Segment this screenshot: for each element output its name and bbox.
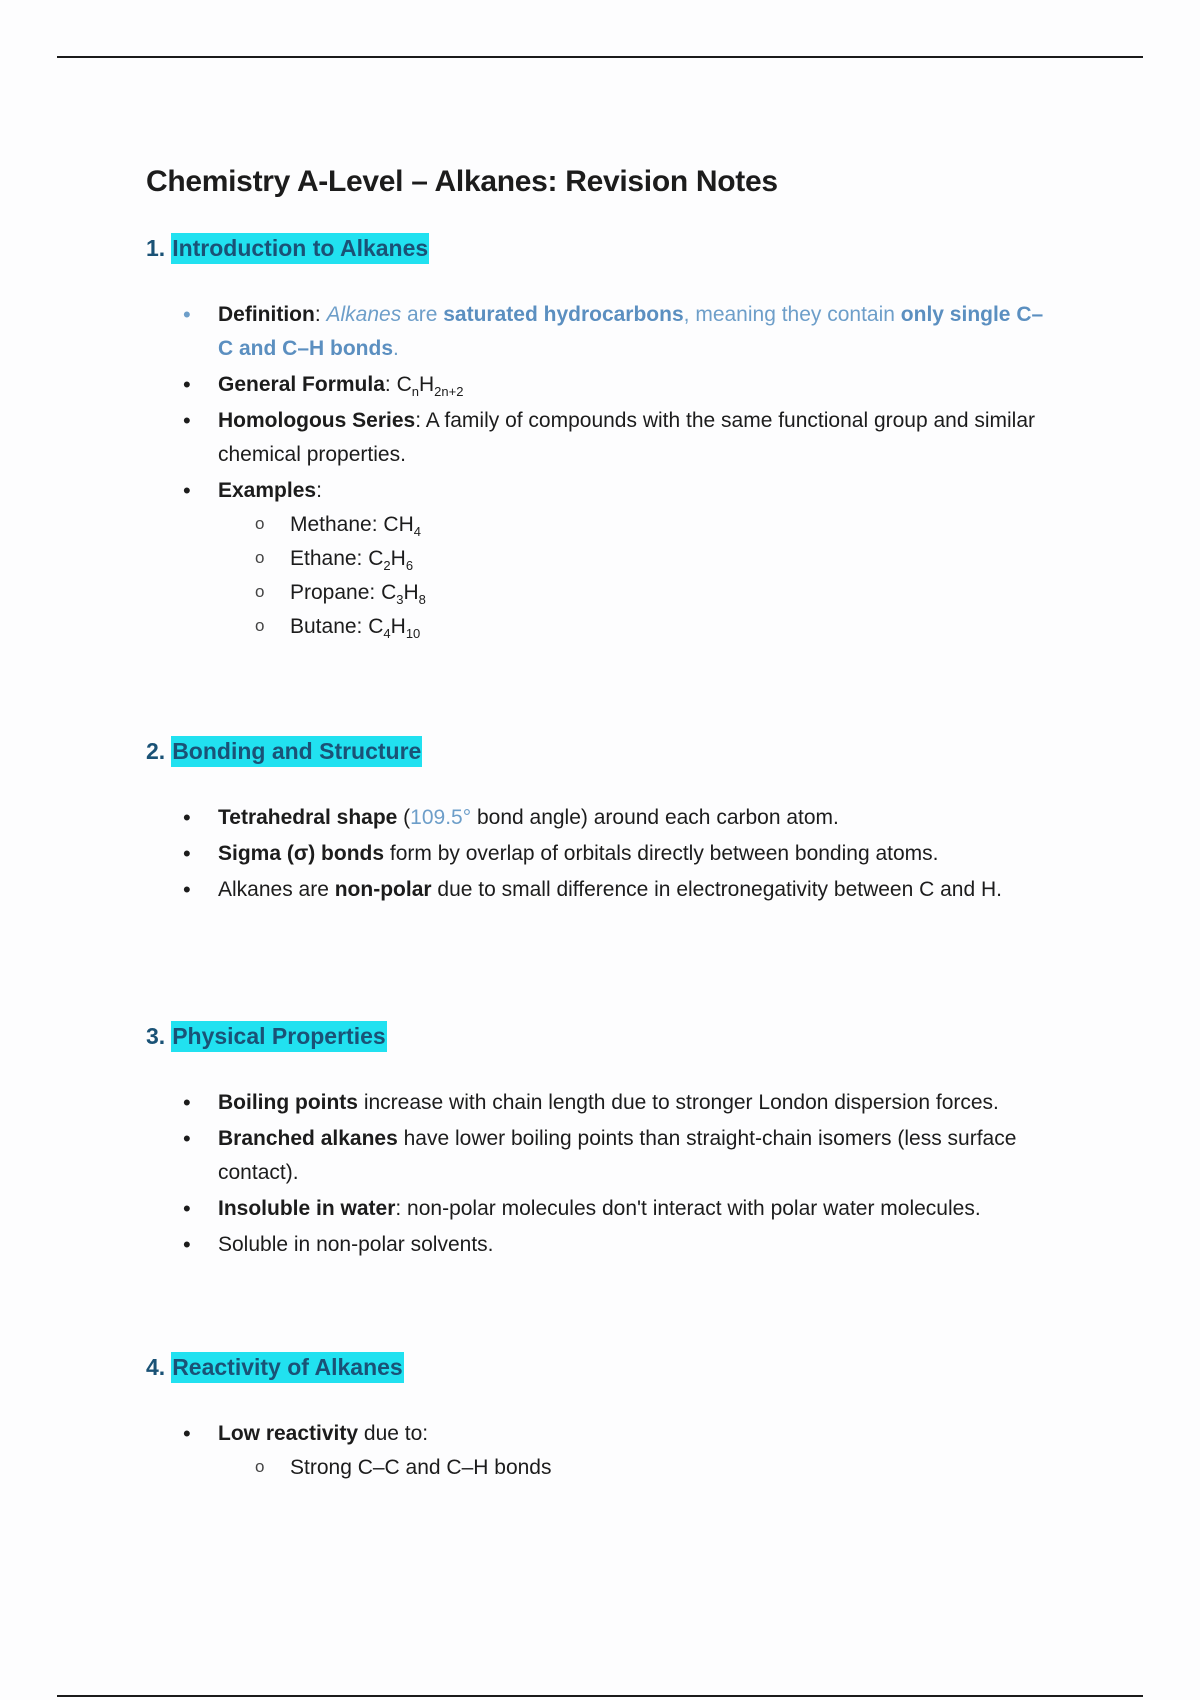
strong-bonds-item: o Strong C–C and C–H bonds xyxy=(218,1451,1046,1485)
section-number: 3. xyxy=(146,1023,166,1049)
example-methane xyxy=(218,508,1046,542)
item-text: : non-polar molecules don't interact with polar water molecules. xyxy=(395,1197,981,1220)
bold-term: Sigma (σ) bonds xyxy=(218,842,385,865)
definition-text: are xyxy=(401,303,444,326)
formula-sub: 4 xyxy=(413,524,421,540)
formula-part: C xyxy=(381,581,397,604)
general-formula-item: • General Formula: $C_nH_{2n+2}$ xyxy=(146,368,1046,402)
reactivity-list xyxy=(146,1417,1046,1485)
section-heading-reactivity xyxy=(146,1352,1046,1383)
top-rule xyxy=(57,56,1143,58)
formula-sub: 6 xyxy=(405,558,414,574)
item-text: ( xyxy=(397,806,411,829)
example-name: Ethane: xyxy=(290,547,369,570)
item-text: form by overlap of orbitals directly between bonding atoms. xyxy=(384,842,939,865)
definition-term: Alkanes xyxy=(326,303,402,326)
example-butane xyxy=(218,610,1046,644)
bonding-list xyxy=(146,801,1046,907)
formula-sub: 8 xyxy=(418,592,426,608)
bottom-rule xyxy=(57,1695,1143,1697)
general-formula-label: General Formula xyxy=(218,373,385,396)
introduction-list xyxy=(146,298,1046,644)
formula-n: n xyxy=(411,384,419,400)
bold-term: Boiling points xyxy=(218,1091,358,1114)
formula-c: C xyxy=(396,373,412,396)
example-ethane xyxy=(218,542,1046,576)
formula-part: C xyxy=(368,547,384,570)
formula-part: H xyxy=(390,615,406,638)
bold-term: Low reactivity xyxy=(218,1422,359,1445)
formula-part: H xyxy=(390,547,406,570)
definition-emphasis: only single C–C and C–H bonds xyxy=(218,303,1044,360)
examples-label: Examples xyxy=(218,479,317,502)
item-text: Alkanes are xyxy=(218,878,335,901)
section-title: Introduction to Alkanes xyxy=(171,233,429,264)
example-propane xyxy=(218,576,1046,610)
branched-item xyxy=(146,1122,1046,1190)
bold-term: Tetrahedral shape xyxy=(218,806,398,829)
homologous-text: : A family of compounds with the same functional group and similar chemical properties. xyxy=(218,409,1036,466)
low-reactivity-item xyxy=(146,1417,1046,1485)
item-text: bond angle) around each carbon atom. xyxy=(471,806,839,829)
section-number: 4. xyxy=(146,1354,166,1380)
bold-term: Insoluble in water xyxy=(218,1197,396,1220)
section-number: 2. xyxy=(146,738,166,764)
formula-sub: 3 xyxy=(396,592,404,608)
item-text: Soluble in non-polar solvents. xyxy=(218,1233,494,1256)
section-title: Physical Properties xyxy=(171,1021,387,1052)
homologous-label: Homologous Series xyxy=(218,409,416,432)
item-text: due to small difference in electronegativity between C and H. xyxy=(431,878,1002,901)
section-title: Reactivity of Alkanes xyxy=(171,1352,404,1383)
section-heading-introduction xyxy=(146,233,1046,264)
formula-part: CH xyxy=(383,513,414,536)
item-text: due to: xyxy=(358,1422,429,1445)
section-number: 1. xyxy=(146,235,166,261)
examples-item: • Examples: o Methane: $CH_4$ o Ethane: $C_2H_6$ o Propane: $C_3H_8$ o Butane: $C_4H_{10}$ xyxy=(146,474,1046,644)
section-heading-bonding xyxy=(146,736,1046,767)
formula-sub: 2n+2 xyxy=(434,384,464,400)
tetrahedral-item xyxy=(146,801,1046,835)
definition-item: • Definition: Alkanes are saturated hydrocarbons, meaning they contain only single C–C and C–H bonds. xyxy=(146,298,1046,366)
physical-list xyxy=(146,1086,1046,1262)
page-title: Chemistry A-Level – Alkanes: Revision Notes xyxy=(146,165,778,198)
non-polar-item xyxy=(146,873,1046,907)
soluble-item xyxy=(146,1228,1046,1262)
example-name: Propane: xyxy=(290,581,382,604)
definition-label: Definition xyxy=(218,303,315,326)
bond-angle: 109.5° xyxy=(410,806,472,829)
examples-list xyxy=(146,508,1046,644)
document-body xyxy=(146,165,1046,1487)
sigma-bonds-item xyxy=(146,837,1046,871)
definition-text: , meaning they contain xyxy=(683,303,901,326)
formula-part: C xyxy=(368,615,384,638)
formula-part: H xyxy=(403,581,419,604)
example-name: Methane: xyxy=(290,513,384,536)
boiling-points-item xyxy=(146,1086,1046,1120)
formula-sub: 2 xyxy=(383,558,391,574)
reactivity-sublist xyxy=(146,1451,1046,1485)
section-heading-physical xyxy=(146,1021,1046,1052)
definition-emphasis: saturated hydrocarbons xyxy=(443,303,684,326)
example-name: Butane: xyxy=(290,615,369,638)
formula-sub: 4 xyxy=(383,626,391,642)
bold-term: non-polar xyxy=(334,878,432,901)
definition-text: . xyxy=(393,337,399,360)
section-title: Bonding and Structure xyxy=(171,736,422,767)
bold-term: Branched alkanes xyxy=(218,1127,398,1150)
homologous-series-item xyxy=(146,404,1046,472)
item-text: increase with chain length due to stronger London dispersion forces. xyxy=(357,1091,999,1114)
formula-h: H xyxy=(418,373,435,396)
formula-sub: 10 xyxy=(405,626,421,642)
item-text: have lower boiling points than straight-chain isomers (less surface contact). xyxy=(218,1127,1017,1184)
insoluble-item xyxy=(146,1192,1046,1226)
